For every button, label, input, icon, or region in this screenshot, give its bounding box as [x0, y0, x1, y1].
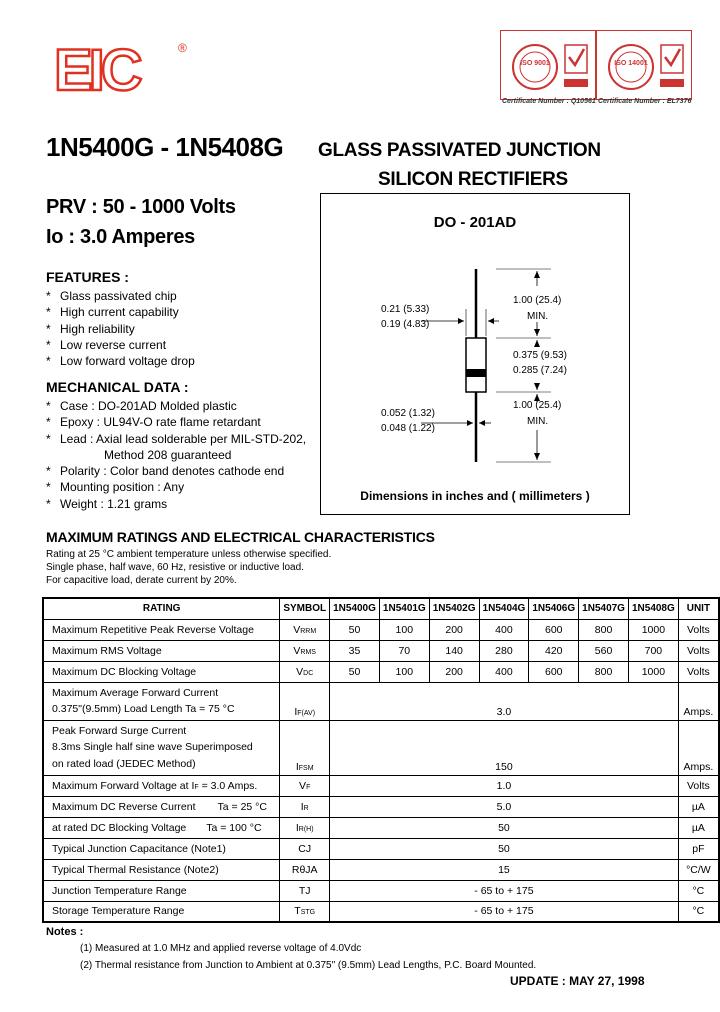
symbol-cell: IR(H)	[280, 817, 330, 838]
dim-lead-length-top-min: MIN.	[527, 311, 549, 322]
ratings-heading: MAXIMUM RATINGS AND ELECTRICAL CHARACTERISTICS	[46, 529, 435, 545]
dim-body-diameter-max: 0.21 (5.33)	[381, 304, 430, 315]
col-header: 1N5404G	[479, 598, 529, 619]
prv-rating: PRV : 50 - 1000 Volts	[46, 196, 236, 218]
list-item: * Polarity : Color band denotes cathode end	[46, 464, 285, 479]
table-row	[43, 901, 719, 922]
rating-label: Junction Temperature Range	[43, 880, 280, 901]
rating-label: Maximum DC Blocking Voltage	[43, 661, 280, 682]
rating-label: Peak Forward Surge Current 8.3ms Single half sine wave Superimposed on rated load (JEDEC Method)	[43, 720, 280, 775]
list-item: * High current capability	[46, 305, 179, 320]
unit-cell: °C/W	[678, 859, 719, 880]
dim-lead-diameter-min: 0.048 (1.22)	[381, 423, 435, 434]
rating-label: at rated DC Blocking Voltage Ta = 100 °C	[43, 817, 280, 838]
symbol-cell: VRRM	[280, 619, 330, 640]
dim-lead-diameter-max: 0.052 (1.32)	[381, 408, 435, 419]
rating-label: Maximum RMS Voltage	[43, 640, 280, 661]
list-item: * Low forward voltage drop	[46, 354, 195, 369]
symbol-cell: TSTG	[280, 901, 330, 922]
col-header: 1N5401G	[379, 598, 429, 619]
list-item: * Epoxy : UL94V-O rate flame retardant	[46, 415, 261, 430]
symbol-cell: VDC	[280, 661, 330, 682]
symbol-cell: TJ	[280, 880, 330, 901]
value-cell: 15	[330, 859, 679, 880]
rating-label: Typical Thermal Resistance (Note2)	[43, 859, 280, 880]
unit-cell: µA	[678, 817, 719, 838]
eic-logo	[52, 38, 192, 96]
dim-lead-length-bottom: 1.00 (25.4)	[513, 400, 562, 411]
update-date: UPDATE : MAY 27, 1998	[510, 974, 645, 988]
value-cell: 100	[379, 661, 429, 682]
value-cell: 3.0	[330, 682, 679, 720]
notes-heading: Notes :	[46, 926, 84, 938]
value-cell: 800	[579, 661, 629, 682]
cert-number-2: Certificate Number : EL7376	[598, 98, 692, 105]
symbol-cell: IFSM	[280, 720, 330, 775]
rating-label: Maximum Repetitive Peak Reverse Voltage	[43, 619, 280, 640]
value-cell: 200	[429, 661, 479, 682]
value-cell: 35	[330, 640, 380, 661]
iso9001-certificate-badge	[500, 30, 596, 100]
rating-label: Maximum Forward Voltage at IF = 3.0 Amps.	[43, 775, 280, 796]
table-row	[43, 661, 719, 682]
table-row	[43, 880, 719, 901]
table-header-row	[43, 598, 719, 619]
features-heading: FEATURES :	[46, 269, 129, 285]
table-row	[43, 682, 719, 720]
value-cell: - 65 to + 175	[330, 901, 679, 922]
value-cell: 100	[379, 619, 429, 640]
device-description-line1: GLASS PASSIVATED JUNCTION	[318, 140, 601, 161]
list-item: * Lead : Axial lead solderable per MIL-STD-202,	[46, 431, 307, 446]
value-cell: 600	[529, 619, 579, 640]
list-item: * Mounting position : Any	[46, 480, 185, 495]
col-header: SYMBOL	[280, 598, 330, 619]
value-cell: - 65 to + 175	[330, 880, 679, 901]
col-header: RATING	[43, 598, 280, 619]
unit-cell: µA	[678, 796, 719, 817]
iso14001-seal-icon	[597, 31, 693, 101]
value-cell: 1000	[628, 619, 678, 640]
rating-label: Maximum DC Reverse Current Ta = 25 °C	[43, 796, 280, 817]
col-header: 1N5408G	[628, 598, 678, 619]
package-name: DO - 201AD	[433, 214, 517, 231]
dim-body-length-max: 0.375 (9.53)	[513, 350, 567, 361]
unit-cell: °C	[678, 901, 719, 922]
part-number-title: 1N5400G - 1N5408G	[46, 132, 284, 162]
note-2: (2) Thermal resistance from Junction to Ambient at 0.375" (9.5mm) Lead Lengths, P.C. Board Mounted.	[80, 960, 537, 971]
value-cell: 50	[330, 661, 380, 682]
col-header: UNIT	[678, 598, 719, 619]
mechanical-data-heading: MECHANICAL DATA :	[46, 379, 189, 395]
mechanical-data-list	[46, 398, 306, 512]
unit-cell: Amps.	[678, 682, 719, 720]
value-cell: 400	[479, 619, 529, 640]
unit-cell: Volts	[678, 619, 719, 640]
rating-condition-3: For capacitive load, derate current by 20%.	[46, 575, 237, 586]
device-description-line2: SILICON RECTIFIERS	[378, 169, 568, 190]
symbol-cell: IR	[280, 796, 330, 817]
table-row	[43, 817, 719, 838]
table-row	[43, 859, 719, 880]
list-item: * Weight : 1.21 grams	[46, 496, 168, 511]
value-cell: 200	[429, 619, 479, 640]
diode-outline-drawing	[321, 194, 631, 516]
value-cell: 50	[330, 619, 380, 640]
col-header: 1N5402G	[429, 598, 479, 619]
value-cell: 150	[330, 720, 679, 775]
value-cell: 70	[379, 640, 429, 661]
unit-cell: Volts	[678, 640, 719, 661]
symbol-cell: IF(AV)	[280, 682, 330, 720]
table-row	[43, 775, 719, 796]
value-cell: 1000	[628, 661, 678, 682]
table-row	[43, 796, 719, 817]
io-rating: Io : 3.0 Amperes	[46, 226, 195, 248]
rating-label: Maximum Average Forward Current 0.375"(9.5mm) Load Length Ta = 75 °C	[43, 682, 280, 720]
value-cell: 400	[479, 661, 529, 682]
logo-text: EIC	[54, 38, 139, 96]
rating-label: Storage Temperature Range	[43, 901, 280, 922]
dim-body-length-min: 0.285 (7.24)	[513, 365, 567, 376]
value-cell: 50	[330, 838, 679, 859]
value-cell: 700	[628, 640, 678, 661]
value-cell: 420	[529, 640, 579, 661]
value-cell: 600	[529, 661, 579, 682]
symbol-cell: RθJA	[280, 859, 330, 880]
rating-label: Typical Junction Capacitance (Note1)	[43, 838, 280, 859]
note-1: (1) Measured at 1.0 MHz and applied reverse voltage of 4.0Vdc	[80, 943, 362, 954]
list-item: * Glass passivated chip	[46, 289, 177, 303]
dim-lead-length-bottom-min: MIN.	[527, 416, 549, 427]
dim-lead-length-top: 1.00 (25.4)	[513, 295, 562, 306]
rating-condition-2: Single phase, half wave, 60 Hz, resistive or inductive load.	[46, 562, 304, 573]
features-list	[46, 288, 195, 369]
dim-body-diameter-min: 0.19 (4.83)	[381, 319, 430, 330]
dimensions-unit-note: Dimensions in inches and ( millimeters )	[360, 489, 590, 503]
unit-cell: °C	[678, 880, 719, 901]
unit-cell: pF	[678, 838, 719, 859]
list-item: * Case : DO-201AD Molded plastic	[46, 399, 237, 413]
value-cell: 280	[479, 640, 529, 661]
table-row	[43, 619, 719, 640]
value-cell: 50	[330, 817, 679, 838]
table-row	[43, 720, 719, 775]
value-cell: 560	[579, 640, 629, 661]
table-row	[43, 640, 719, 661]
col-header: 1N5406G	[529, 598, 579, 619]
symbol-cell: VRMS	[280, 640, 330, 661]
rating-condition-1: Rating at 25 °C ambient temperature unless otherwise specified.	[46, 549, 332, 560]
iso14001-badge-text: ISO 14001	[614, 60, 648, 67]
ratings-table	[42, 597, 720, 923]
col-header: 1N5407G	[579, 598, 629, 619]
list-item: * High reliability	[46, 321, 135, 336]
unit-cell: Amps.	[678, 720, 719, 775]
list-item: * Low reverse current	[46, 337, 167, 352]
symbol-cell: VF	[280, 775, 330, 796]
package-outline-box	[320, 193, 630, 515]
unit-cell: Volts	[678, 661, 719, 682]
iso9001-badge-text: ISO 9001	[520, 60, 550, 67]
registered-mark: ®	[178, 41, 187, 55]
value-cell: 800	[579, 619, 629, 640]
value-cell: 1.0	[330, 775, 679, 796]
table-row	[43, 838, 719, 859]
unit-cell: Volts	[678, 775, 719, 796]
cert-number-1: Certificate Number : Q10561	[502, 98, 596, 105]
list-item: Method 208 guaranteed	[104, 447, 232, 462]
col-header: 1N5400G	[330, 598, 380, 619]
value-cell: 5.0	[330, 796, 679, 817]
symbol-cell: CJ	[280, 838, 330, 859]
value-cell: 140	[429, 640, 479, 661]
iso9001-seal-icon	[501, 31, 597, 101]
iso14001-certificate-badge	[596, 30, 692, 100]
